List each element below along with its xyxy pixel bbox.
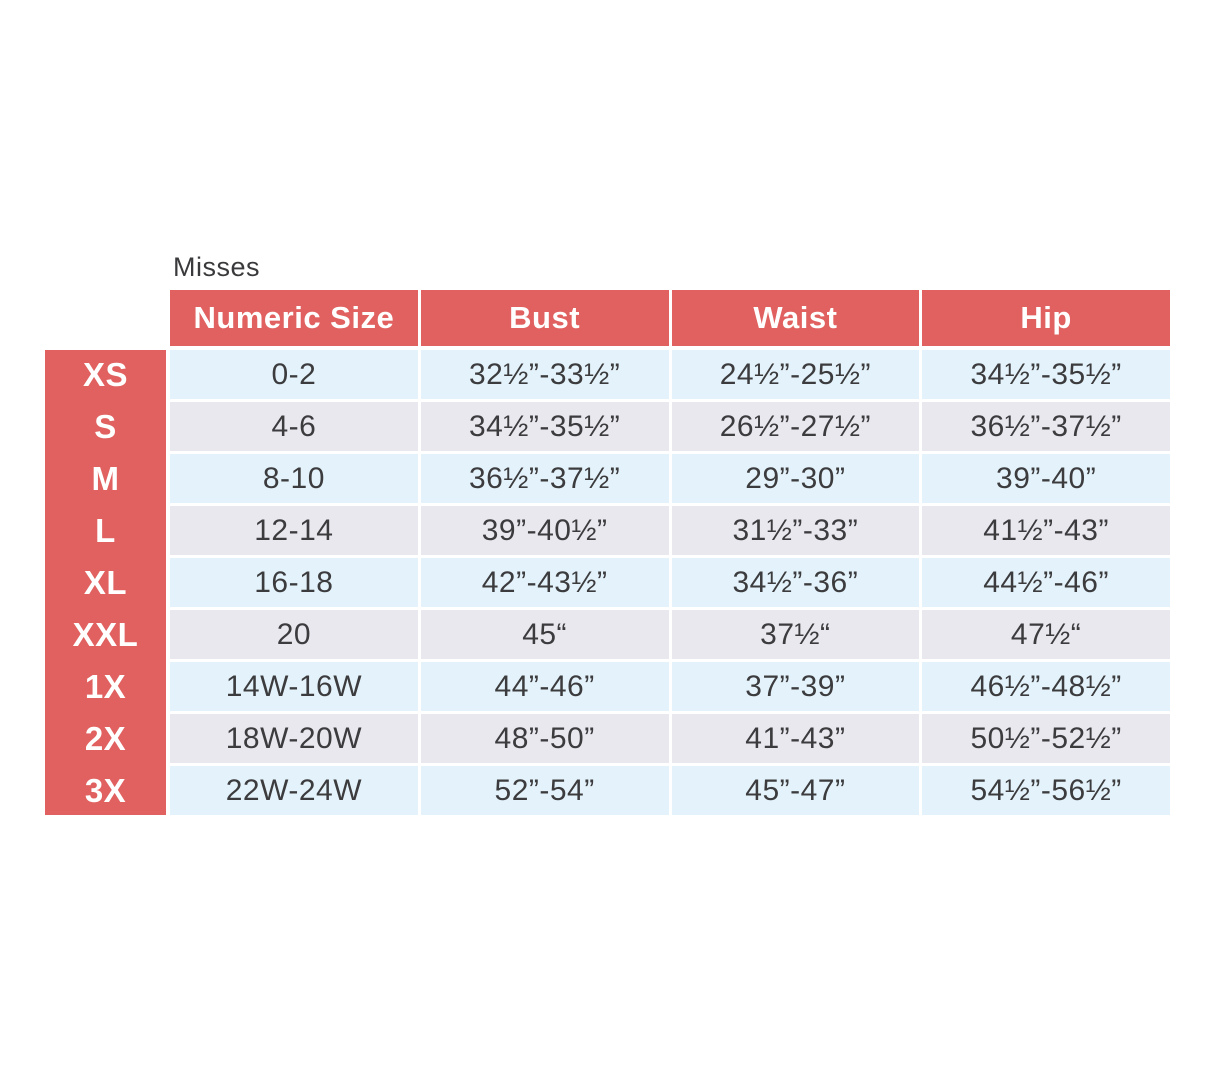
size-label-3x: 3X [84,771,127,809]
table-row-1x [170,662,1170,711]
cell-numeric-size: 4-6 [170,402,418,451]
cell-numeric-size: 14W-16W [170,662,418,711]
size-label-xl: XL [83,563,128,601]
size-label-s: S [94,407,117,445]
cell-hip: 36½”-37½” [922,402,1170,451]
column-header-bust: Bust [421,290,669,346]
table-body [170,350,1170,815]
cell-numeric-size: 20 [170,610,418,659]
column-header-waist: Waist [672,290,920,346]
cell-bust: 39”-40½” [421,506,669,555]
column-header-numeric-size: Numeric Size [170,290,418,346]
size-chart-table [170,290,1170,815]
cell-waist: 41”-43” [672,714,920,763]
column-header-hip: Hip [922,290,1170,346]
table-row-s [170,402,1170,451]
table-row-l [170,506,1170,555]
size-label-xxl: XXL [72,615,139,653]
cell-waist: 26½”-27½” [672,402,920,451]
cell-bust: 44”-46” [421,662,669,711]
size-label-1x: 1X [84,667,127,705]
cell-bust: 32½”-33½” [421,350,669,399]
cell-bust: 36½”-37½” [421,454,669,503]
cell-hip: 50½”-52½” [922,714,1170,763]
cell-numeric-size: 12-14 [170,506,418,555]
cell-numeric-size: 22W-24W [170,766,418,815]
table-row-xl [170,558,1170,607]
cell-waist: 45”-47” [672,766,920,815]
cell-numeric-size: 16-18 [170,558,418,607]
cell-numeric-size: 8-10 [170,454,418,503]
cell-hip: 41½”-43” [922,506,1170,555]
cell-bust: 52”-54” [421,766,669,815]
table-header-row [170,290,1170,346]
table-row-2x [170,714,1170,763]
size-label-l: L [95,511,116,549]
size-label-m: M [91,459,120,497]
cell-hip: 39”-40” [922,454,1170,503]
cell-bust: 45“ [421,610,669,659]
cell-waist: 37½“ [672,610,920,659]
cell-hip: 46½”-48½” [922,662,1170,711]
cell-numeric-size: 0-2 [170,350,418,399]
cell-waist: 37”-39” [672,662,920,711]
cell-waist: 34½”-36” [672,558,920,607]
table-title: Misses [173,252,261,282]
table-row-xxl [170,610,1170,659]
cell-numeric-size: 18W-20W [170,714,418,763]
cell-waist: 29”-30” [672,454,920,503]
cell-hip: 54½”-56½” [922,766,1170,815]
cell-bust: 42”-43½” [421,558,669,607]
cell-hip: 34½”-35½” [922,350,1170,399]
cell-waist: 31½”-33” [672,506,920,555]
table-row-m [170,454,1170,503]
size-label-column [45,350,166,815]
cell-hip: 44½”-46” [922,558,1170,607]
table-row-xs [170,350,1170,399]
size-label-xs: XS [82,355,129,393]
cell-bust: 48”-50” [421,714,669,763]
cell-bust: 34½”-35½” [421,402,669,451]
table-row-3x [170,766,1170,815]
cell-hip: 47½“ [922,610,1170,659]
cell-waist: 24½”-25½” [672,350,920,399]
size-label-2x: 2X [84,719,127,757]
